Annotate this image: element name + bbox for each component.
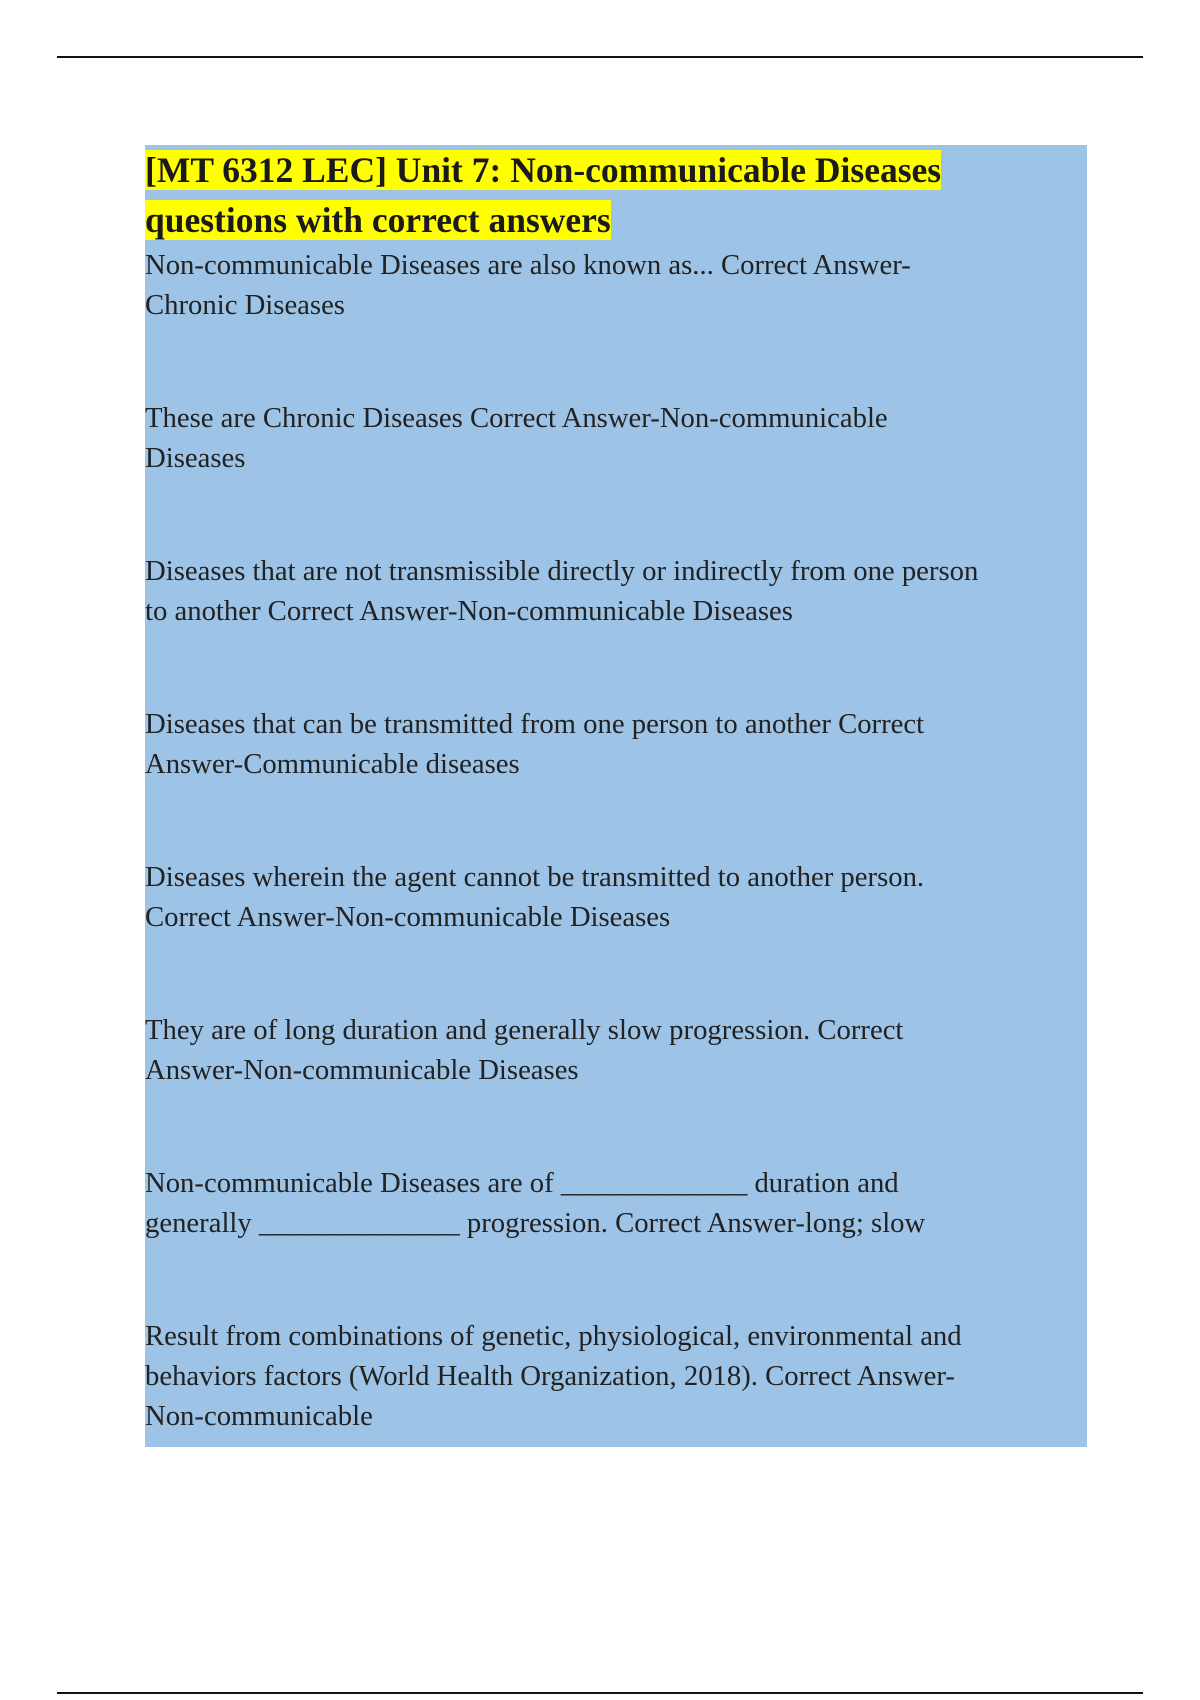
- document-content: [145, 145, 1087, 1447]
- qa-text-line: Answer-Communicable diseases: [145, 748, 520, 780]
- qa-item: [145, 704, 1087, 784]
- document-title: [145, 145, 1087, 245]
- title-line-2: questions with correct answers: [145, 200, 611, 240]
- qa-item: [145, 551, 1087, 631]
- qa-text-line: behaviors factors (World Health Organization, 2018). Correct Answer-: [145, 1360, 955, 1392]
- qa-text-line: Non-communicable Diseases are of _____________ duration and: [145, 1167, 899, 1199]
- qa-text-line: Result from combinations of genetic, physiological, environmental and: [145, 1320, 962, 1352]
- qa-text-line: Diseases: [145, 442, 246, 474]
- qa-text-line: Answer-Non-communicable Diseases: [145, 1054, 579, 1086]
- qa-text-line: generally ______________ progression. Correct Answer-long; slow: [145, 1207, 926, 1239]
- qa-item: [145, 1163, 1087, 1243]
- header-rule: [57, 56, 1143, 58]
- qa-text-line: Chronic Diseases: [145, 289, 345, 321]
- qa-text-line: Non-communicable Diseases are also known as... Correct Answer-: [145, 249, 911, 281]
- qa-item: [145, 398, 1087, 478]
- qa-text-line: Diseases that are not transmissible directly or indirectly from one person: [145, 555, 979, 587]
- qa-text-line: They are of long duration and generally slow progression. Correct: [145, 1014, 904, 1046]
- qa-text-line: Diseases wherein the agent cannot be transmitted to another person.: [145, 861, 925, 893]
- qa-text-line: Diseases that can be transmitted from one person to another Correct: [145, 708, 925, 740]
- qa-item: [145, 1010, 1087, 1090]
- qa-list: [145, 245, 1087, 1436]
- qa-item: [145, 857, 1087, 937]
- qa-text-line: Non-communicable: [145, 1400, 373, 1432]
- qa-item: [145, 245, 1087, 325]
- qa-text-line: to another Correct Answer-Non-communicable Diseases: [145, 595, 793, 627]
- title-line-1: [MT 6312 LEC] Unit 7: Non-communicable Diseases: [145, 150, 942, 190]
- footer-rule: [57, 1692, 1143, 1694]
- qa-text-line: These are Chronic Diseases Correct Answer-Non-communicable: [145, 402, 888, 434]
- qa-text-line: Correct Answer-Non-communicable Diseases: [145, 901, 671, 933]
- qa-item: [145, 1316, 1087, 1436]
